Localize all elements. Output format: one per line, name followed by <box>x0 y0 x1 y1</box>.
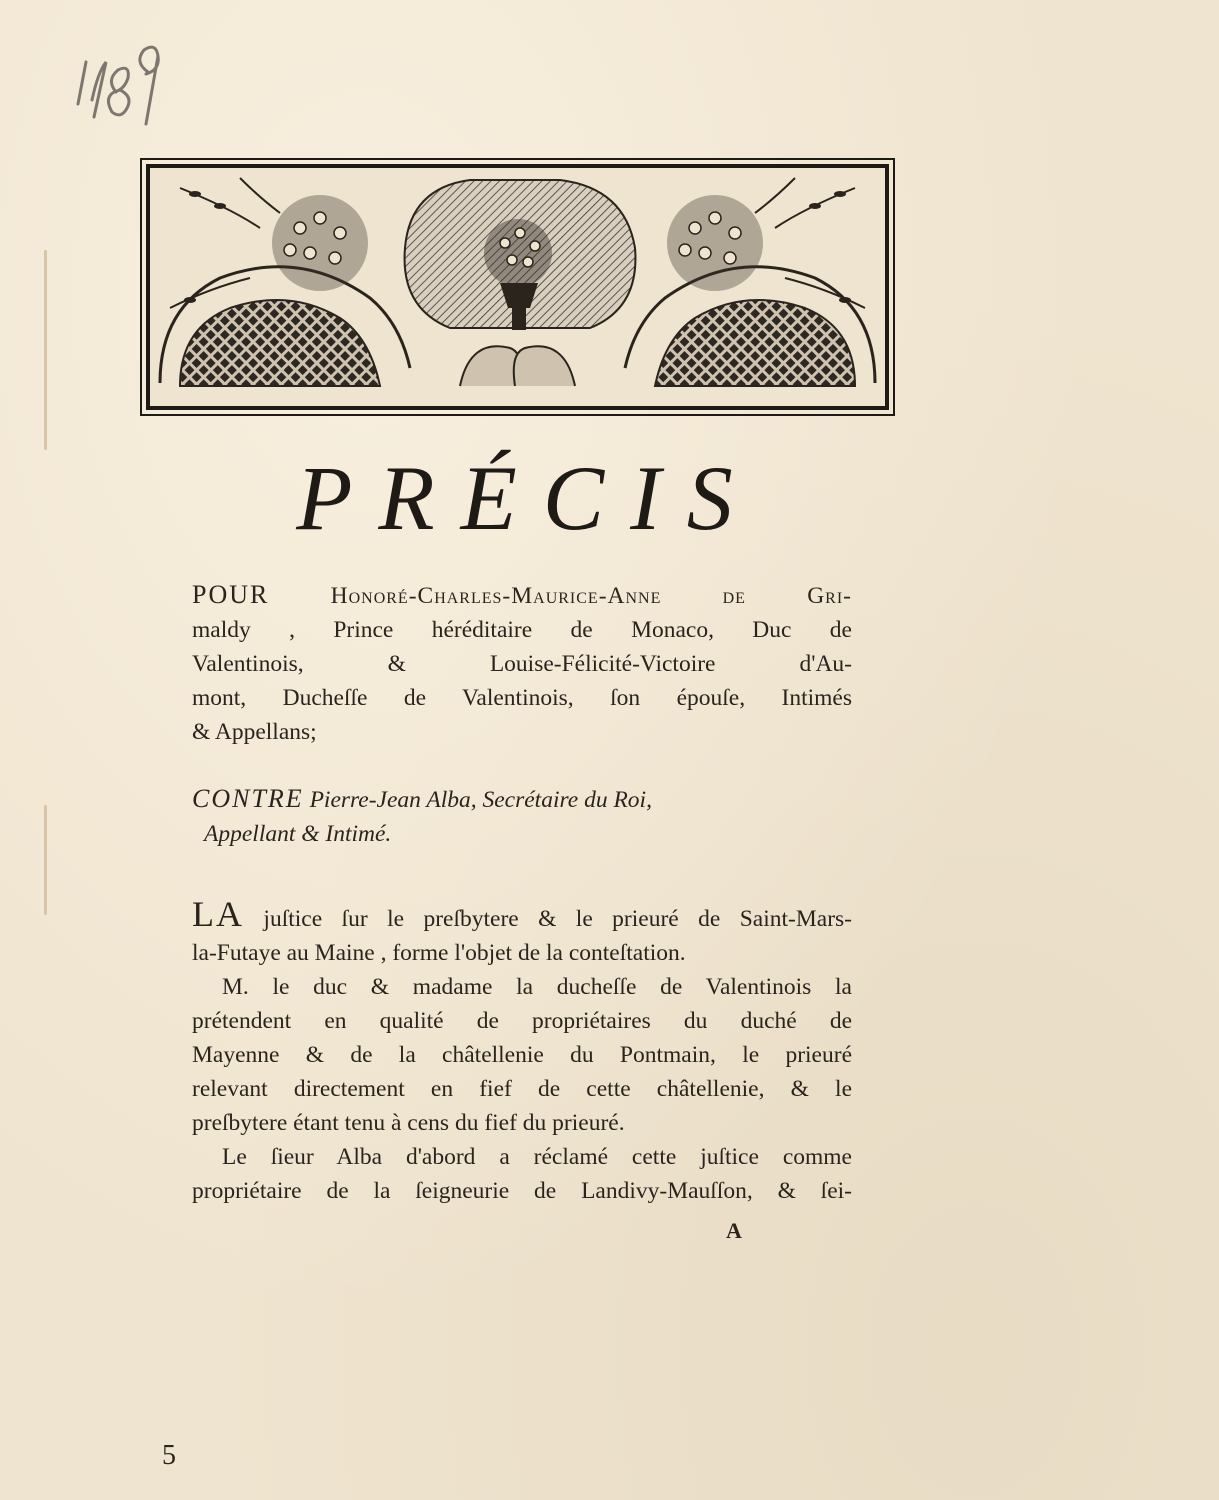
page-title: PRÉCIS <box>296 447 759 549</box>
body-paragraphs <box>192 894 852 1208</box>
page-number: 5 <box>162 1440 176 1471</box>
text-line: Valentinois, & Louise-Félicité-Victoire d'Au- <box>192 651 852 677</box>
text-line: POUR Honoré-Charles-Maurice-Anne de Gri- <box>192 580 852 609</box>
contre-paragraph <box>192 782 852 851</box>
text-line: LA juſtice ſur le preſbytere & le prieuré de Saint-Mars- <box>192 894 852 934</box>
svg-text:1789: 1789 <box>70 22 72 23</box>
text-line: mont, Ducheſſe de Valentinois, ſon épouſe, Intimés <box>192 685 852 711</box>
ornamental-headpiece <box>140 158 895 416</box>
text-line: Appellant & Intimé. <box>204 821 392 847</box>
text-line: preſbytere étant tenu à cens du fief du prieuré. <box>192 1110 625 1136</box>
text-line: propriétaire de la ſeigneurie de Landivy-Mauſſon, & ſei- <box>192 1178 852 1204</box>
text-line: la-Futaye au Maine , forme l'objet de la conteſtation. <box>192 940 686 966</box>
text-line: M. le duc & madame la ducheſſe de Valentinois la <box>222 974 852 1000</box>
edge-stain <box>44 805 47 915</box>
text-line: prétendent en qualité de propriétaires du duché de <box>192 1008 852 1034</box>
signature-mark: A <box>726 1218 742 1243</box>
text-line: Le ſieur Alba d'abord a réclamé cette juſtice comme <box>222 1144 852 1170</box>
text-line: CONTRE Pierre-Jean Alba, Secrétaire du Roi, <box>192 784 652 813</box>
pour-paragraph <box>192 578 852 749</box>
text-line: maldy , Prince héréditaire de Monaco, Duc de <box>192 617 852 643</box>
handwritten-year <box>70 22 200 132</box>
text-line: & Appellans; <box>192 719 317 745</box>
text-line: Mayenne & de la châtellenie du Pontmain, le prieuré <box>192 1042 852 1068</box>
text-line: relevant directement en fief de cette châtellenie, & le <box>192 1076 852 1102</box>
edge-stain <box>44 250 47 450</box>
